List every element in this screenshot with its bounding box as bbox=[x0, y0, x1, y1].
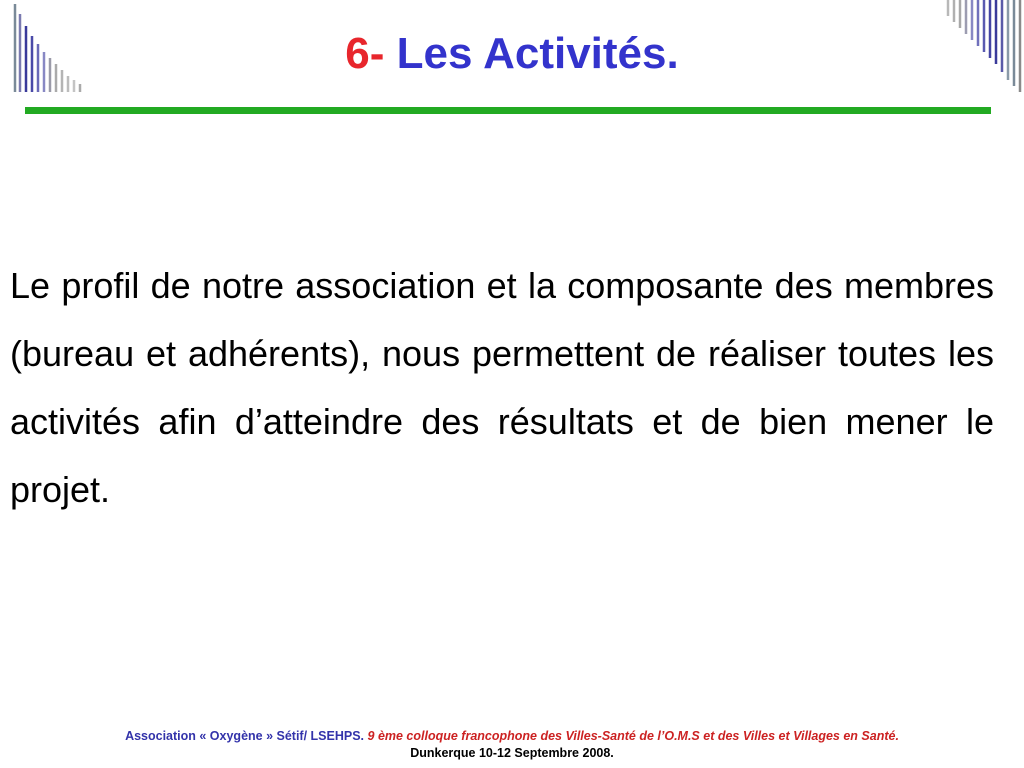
slide-title bbox=[0, 26, 1024, 82]
title-text: Les Activités. bbox=[396, 29, 679, 78]
slide-body-text: Le profil de notre association et la composante des membres (bureau et adhérents), nous permettent de réaliser toutes les activités afin d’atteindre des résultats et de bien mener le projet. bbox=[10, 265, 994, 510]
slide-footer bbox=[0, 728, 1024, 762]
footer-location-date: Dunkerque 10-12 Septembre 2008. bbox=[410, 746, 614, 760]
footer-association: Association « Oxygène » Sétif/ LSEHPS. bbox=[125, 729, 365, 743]
footer-line-1 bbox=[0, 728, 1024, 745]
title-divider bbox=[25, 107, 991, 114]
footer-event: 9 ème colloque francophone des Villes-Santé de l’O.M.S et des Villes et Villages en Santé. bbox=[367, 729, 899, 743]
title-number: 6- bbox=[345, 29, 385, 78]
